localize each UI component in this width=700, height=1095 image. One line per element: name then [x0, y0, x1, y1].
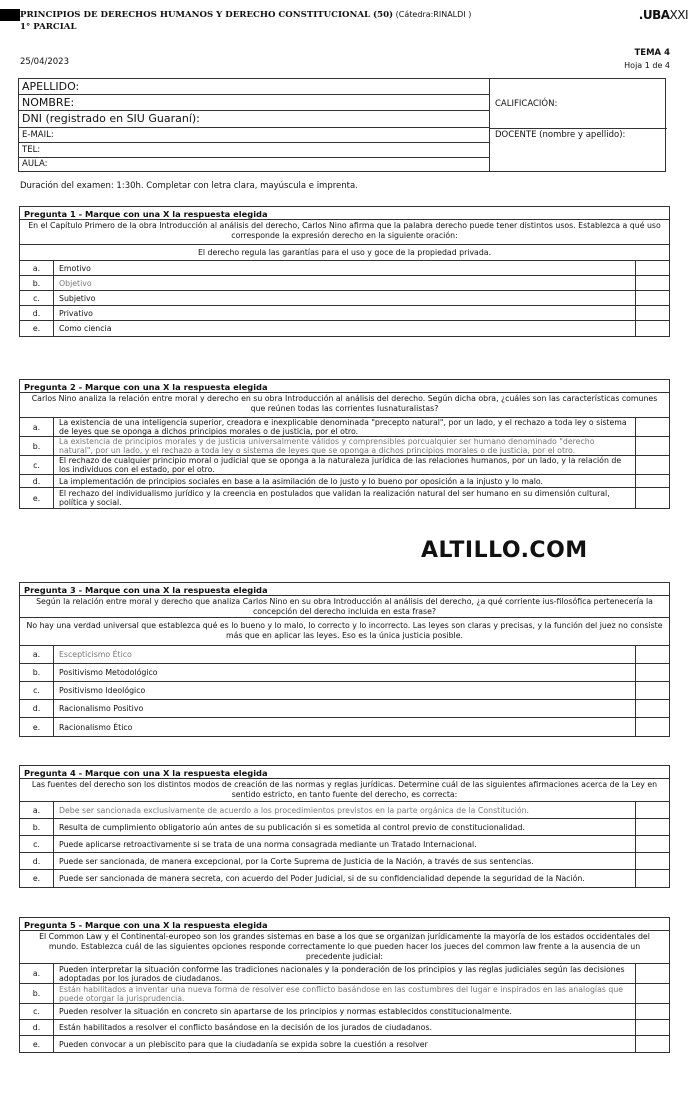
- exam-title: PRINCIPIOS DE DERECHOS HUMANOS Y DERECHO CONSTITUCIONAL (50) (Cátedra:RINALDI ) 1° PARCIAL: [20, 10, 472, 32]
- option-letter: d.: [20, 306, 54, 320]
- option-letter: a.: [20, 646, 54, 663]
- answer-checkbox[interactable]: [635, 1004, 669, 1019]
- option-text: Puede ser sancionada, de manera excepcional, por la Corte Suprema de Justicia de la Nación, a través de sus sentencias.: [59, 856, 534, 866]
- question-text: El Common Law y el Continental-europeo son los grandes sistemas en base a los que se organizan jurídicamente la mayoría de los estados occidentales del mundo. Establezca cuál de las siguientes opciones responde correctamente lo que pueden hacer los jueces del common law frente a la ausencia de un precedente judicial:: [20, 931, 669, 964]
- option-letter: d.: [20, 1020, 54, 1035]
- answer-option: [20, 1004, 669, 1020]
- question-text: En el Capítulo Primero de la obra Introducción al análisis del derecho, Carlos Nino afirma que la palabra derecho puede tener distintos usos. Establezca a qué uso corresponde la expresión derecho en la siguiente oración:: [20, 220, 669, 245]
- answer-checkbox[interactable]: [635, 984, 669, 1003]
- option-text: La existencia de principios morales y de justicia universalmente válidos y comprensibles porcualquier ser humano denominado "derecho natural", por un lado, y el rechazo a toda ley o sistema de leyes que se oponga a dichos principios morales o de justicia, por el otro.: [59, 437, 595, 455]
- option-text: Subjetivo: [59, 293, 96, 303]
- answer-checkbox[interactable]: [635, 682, 669, 699]
- option-text: Emotivo: [59, 263, 91, 273]
- option-text: Positivismo Ideológico: [59, 686, 146, 695]
- answer-option: [20, 836, 669, 853]
- answer-checkbox[interactable]: [635, 276, 669, 290]
- answer-checkbox[interactable]: [635, 418, 669, 436]
- option-letter: e.: [20, 488, 54, 508]
- question-1: [19, 206, 670, 337]
- divider: [489, 128, 667, 129]
- option-letter: e.: [20, 1036, 54, 1052]
- answer-option: [20, 306, 669, 321]
- answer-checkbox[interactable]: [635, 646, 669, 663]
- option-text: Racionalismo Positivo: [59, 704, 144, 713]
- answer-option: [20, 456, 669, 475]
- student-info-box: [18, 78, 666, 172]
- answer-checkbox[interactable]: [635, 456, 669, 474]
- question-header: Pregunta 3 - Marque con una X la respuesta elegida: [20, 583, 669, 596]
- answer-option: [20, 1020, 669, 1036]
- option-letter: c.: [20, 1004, 54, 1019]
- option-letter: a.: [20, 418, 54, 436]
- answer-option: [20, 718, 669, 736]
- option-text: La existencia de una inteligencia superior, creadora e inexplicable denominada "precepto natural", por un lado, y el rechazo a toda ley o sistema de leyes que se oponga a dichos principios morales o de justicia, por el otro.: [59, 418, 627, 436]
- question-header: Pregunta 2 - Marque con una X la respuesta elegida: [20, 380, 669, 393]
- answer-checkbox[interactable]: [635, 291, 669, 305]
- option-text: Puede ser sancionada de manera secreta, con acuerdo del Poder Judicial, si de su confidencialidad depende la seguridad de la Nación.: [59, 874, 585, 883]
- option-text: El rechazo de cualquier principio moral o judicial que se oponga a la naturaleza jurídica de las relaciones humanos, por un lado, y la relación de los individuos con el estado, por el otro.: [59, 456, 622, 474]
- question-4: [19, 765, 670, 888]
- tema-label: TEMA 4: [634, 48, 670, 58]
- answer-checkbox[interactable]: [635, 802, 669, 818]
- option-text: Están habilitados a inventar una nueva forma de resolver ese conflicto basándose en las costumbres del lugar e inspirados en las analogías que puede otorgar la jurisprudencia.: [59, 984, 624, 1003]
- answer-checkbox[interactable]: [635, 664, 669, 681]
- answer-option: [20, 437, 669, 456]
- answer-checkbox[interactable]: [635, 836, 669, 852]
- answer-checkbox[interactable]: [635, 475, 669, 487]
- docente-field[interactable]: DOCENTE (nombre y apellido):: [495, 130, 626, 140]
- option-letter: a.: [20, 261, 54, 275]
- option-letter: d.: [20, 700, 54, 717]
- answer-checkbox[interactable]: [635, 870, 669, 887]
- option-letter: e.: [20, 870, 54, 887]
- answer-checkbox[interactable]: [635, 306, 669, 320]
- answer-checkbox[interactable]: [635, 964, 669, 983]
- exam-date: 25/04/2023: [20, 57, 69, 67]
- answer-option: [20, 291, 669, 306]
- exam-instructions: Duración del examen: 1:30h. Completar con letra clara, mayúscula e imprenta.: [20, 181, 358, 191]
- answer-checkbox[interactable]: [635, 1020, 669, 1035]
- answer-checkbox[interactable]: [635, 819, 669, 835]
- aula-field[interactable]: AULA:: [22, 159, 48, 169]
- question-header: Pregunta 5 - Marque con una X la respuesta elegida: [20, 918, 669, 931]
- option-text: Pueden resolver la situación en concreto sin apartarse de los principios y normas establecidos constitucionalmente.: [59, 1007, 512, 1016]
- option-text: Debe ser sancionada exclusivamente de acuerdo a los procedimientos previstos en la parte orgánica de la Constitución.: [59, 805, 530, 815]
- answer-option: [20, 418, 669, 437]
- option-letter: b.: [20, 819, 54, 835]
- answer-option: [20, 488, 669, 508]
- answer-option: [20, 853, 669, 870]
- option-text: Escepticismo Ético: [59, 650, 132, 659]
- answer-option: [20, 984, 669, 1004]
- question-quote: No hay una verdad universal que establezca qué es lo bueno y lo malo, lo correcto y lo incorrecto. Las leyes son claras y precisas, y la función del juez no consiste más que en aplicar las leyes. Eso es la única justicia posible.: [20, 618, 669, 646]
- question-header: Pregunta 4 - Marque con una X la respuesta elegida: [20, 766, 669, 779]
- option-text: Puede aplicarse retroactivamente si se trata de una norma consagrada mediante un Tratado Internacional.: [59, 839, 477, 849]
- answer-option: [20, 276, 669, 291]
- email-field[interactable]: E-MAIL:: [19, 128, 489, 143]
- answer-checkbox[interactable]: [635, 853, 669, 869]
- question-header: Pregunta 1 - Marque con una X la respuesta elegida: [20, 207, 669, 220]
- answer-option: [20, 475, 669, 488]
- option-text: Pueden convocar a un plebiscito para que la ciudadanía se expida sobre la cuestión a resolver: [59, 1039, 428, 1049]
- dni-field[interactable]: DNI (registrado en SIU Guaraní):: [19, 111, 489, 128]
- answer-checkbox[interactable]: [635, 437, 669, 455]
- answer-option: [20, 802, 669, 819]
- option-text: Racionalismo Ético: [59, 722, 133, 732]
- answer-checkbox[interactable]: [635, 1036, 669, 1052]
- redaction-bar: [0, 9, 20, 21]
- answer-option: [20, 819, 669, 836]
- option-text: Objetivo: [59, 278, 92, 288]
- option-letter: c.: [20, 682, 54, 699]
- question-text: Las fuentes del derecho son los distintos modos de creación de las normas y reglas jurídicas. Determine cuál de las siguientes afirmaciones acerca de la Ley en sentido estricto, en tanto fuente del derecho, es correcta:: [20, 779, 669, 802]
- option-letter: d.: [20, 853, 54, 869]
- answer-option: [20, 646, 669, 664]
- option-letter: a.: [20, 964, 54, 983]
- option-letter: b.: [20, 437, 54, 455]
- question-3: [19, 582, 670, 737]
- answer-checkbox[interactable]: [635, 321, 669, 336]
- page-counter: Hoja 1 de 4: [624, 61, 670, 70]
- option-letter: e.: [20, 321, 54, 336]
- option-letter: c.: [20, 836, 54, 852]
- answer-option: [20, 261, 669, 276]
- answer-option: [20, 682, 669, 700]
- question-text: Según la relación entre moral y derecho que analiza Carlos Nino en su obra Introducción al análisis del derecho, ¿a qué corriente ius-filosófica pertenecería la concepción del derecho incluida en esta frase?: [20, 596, 669, 618]
- answer-option: [20, 321, 669, 336]
- option-text: Pueden interpretar la situación conforme las tradiciones nacionales y la ponderación de los principios y las reglas judiciales según las decisiones adoptadas por los jurados de ciudadanos.: [59, 964, 625, 983]
- option-text: Resulta de cumplimiento obligatorio aún antes de su publicación si es sometida al control previo de constitucionalidad.: [59, 822, 525, 832]
- answer-checkbox[interactable]: [635, 700, 669, 717]
- nombre-field[interactable]: NOMBRE:: [19, 95, 489, 111]
- answer-checkbox[interactable]: [635, 261, 669, 275]
- answer-option: [20, 664, 669, 682]
- option-text: Positivismo Metodológico: [59, 668, 158, 677]
- option-text: Privativo: [59, 308, 93, 318]
- option-letter: d.: [20, 475, 54, 487]
- question-quote: El derecho regula las garantías para el uso y goce de la propiedad privada.: [20, 245, 669, 261]
- option-text: El rechazo del individualismo jurídico y la creencia en postulados que validan la realización natural del ser humano en su dimensión cultural, política y social.: [59, 489, 610, 507]
- calificacion-field[interactable]: CALIFICACIÓN:: [495, 99, 558, 109]
- question-2: [19, 379, 670, 509]
- tel-field[interactable]: TEL:: [19, 143, 489, 158]
- option-letter: b.: [20, 276, 54, 290]
- watermark: ALTILLO.COM: [421, 538, 588, 563]
- option-text: Como ciencia: [59, 324, 112, 333]
- uba-logo: .UBAXXI: [638, 8, 688, 22]
- option-letter: b.: [20, 984, 54, 1003]
- option-letter: a.: [20, 802, 54, 818]
- answer-checkbox[interactable]: [635, 718, 669, 736]
- option-letter: c.: [20, 291, 54, 305]
- answer-option: [20, 700, 669, 718]
- answer-option: [20, 1036, 669, 1052]
- option-text: Están habilitados a resolver el conflicto basándose en la decisión de los jurados de ciudadanos.: [59, 1023, 432, 1032]
- question-text: Carlos Nino analiza la relación entre moral y derecho en su obra Introducción al análisis del derecho. Según dicha obra, ¿cuáles son las características comunes que reúnen todas las corrientes Iusnaturalistas?: [20, 393, 669, 418]
- answer-option: [20, 870, 669, 887]
- question-5: [19, 917, 670, 1053]
- answer-checkbox[interactable]: [635, 488, 669, 508]
- answer-option: [20, 964, 669, 984]
- option-letter: c.: [20, 456, 54, 474]
- option-letter: b.: [20, 664, 54, 681]
- apellido-field[interactable]: APELLIDO:: [19, 79, 489, 95]
- option-text: La implementación de principios sociales en base a la asimilación de lo justo y lo bueno por oposición a la injusto y lo malo.: [59, 476, 544, 486]
- option-letter: e.: [20, 718, 54, 736]
